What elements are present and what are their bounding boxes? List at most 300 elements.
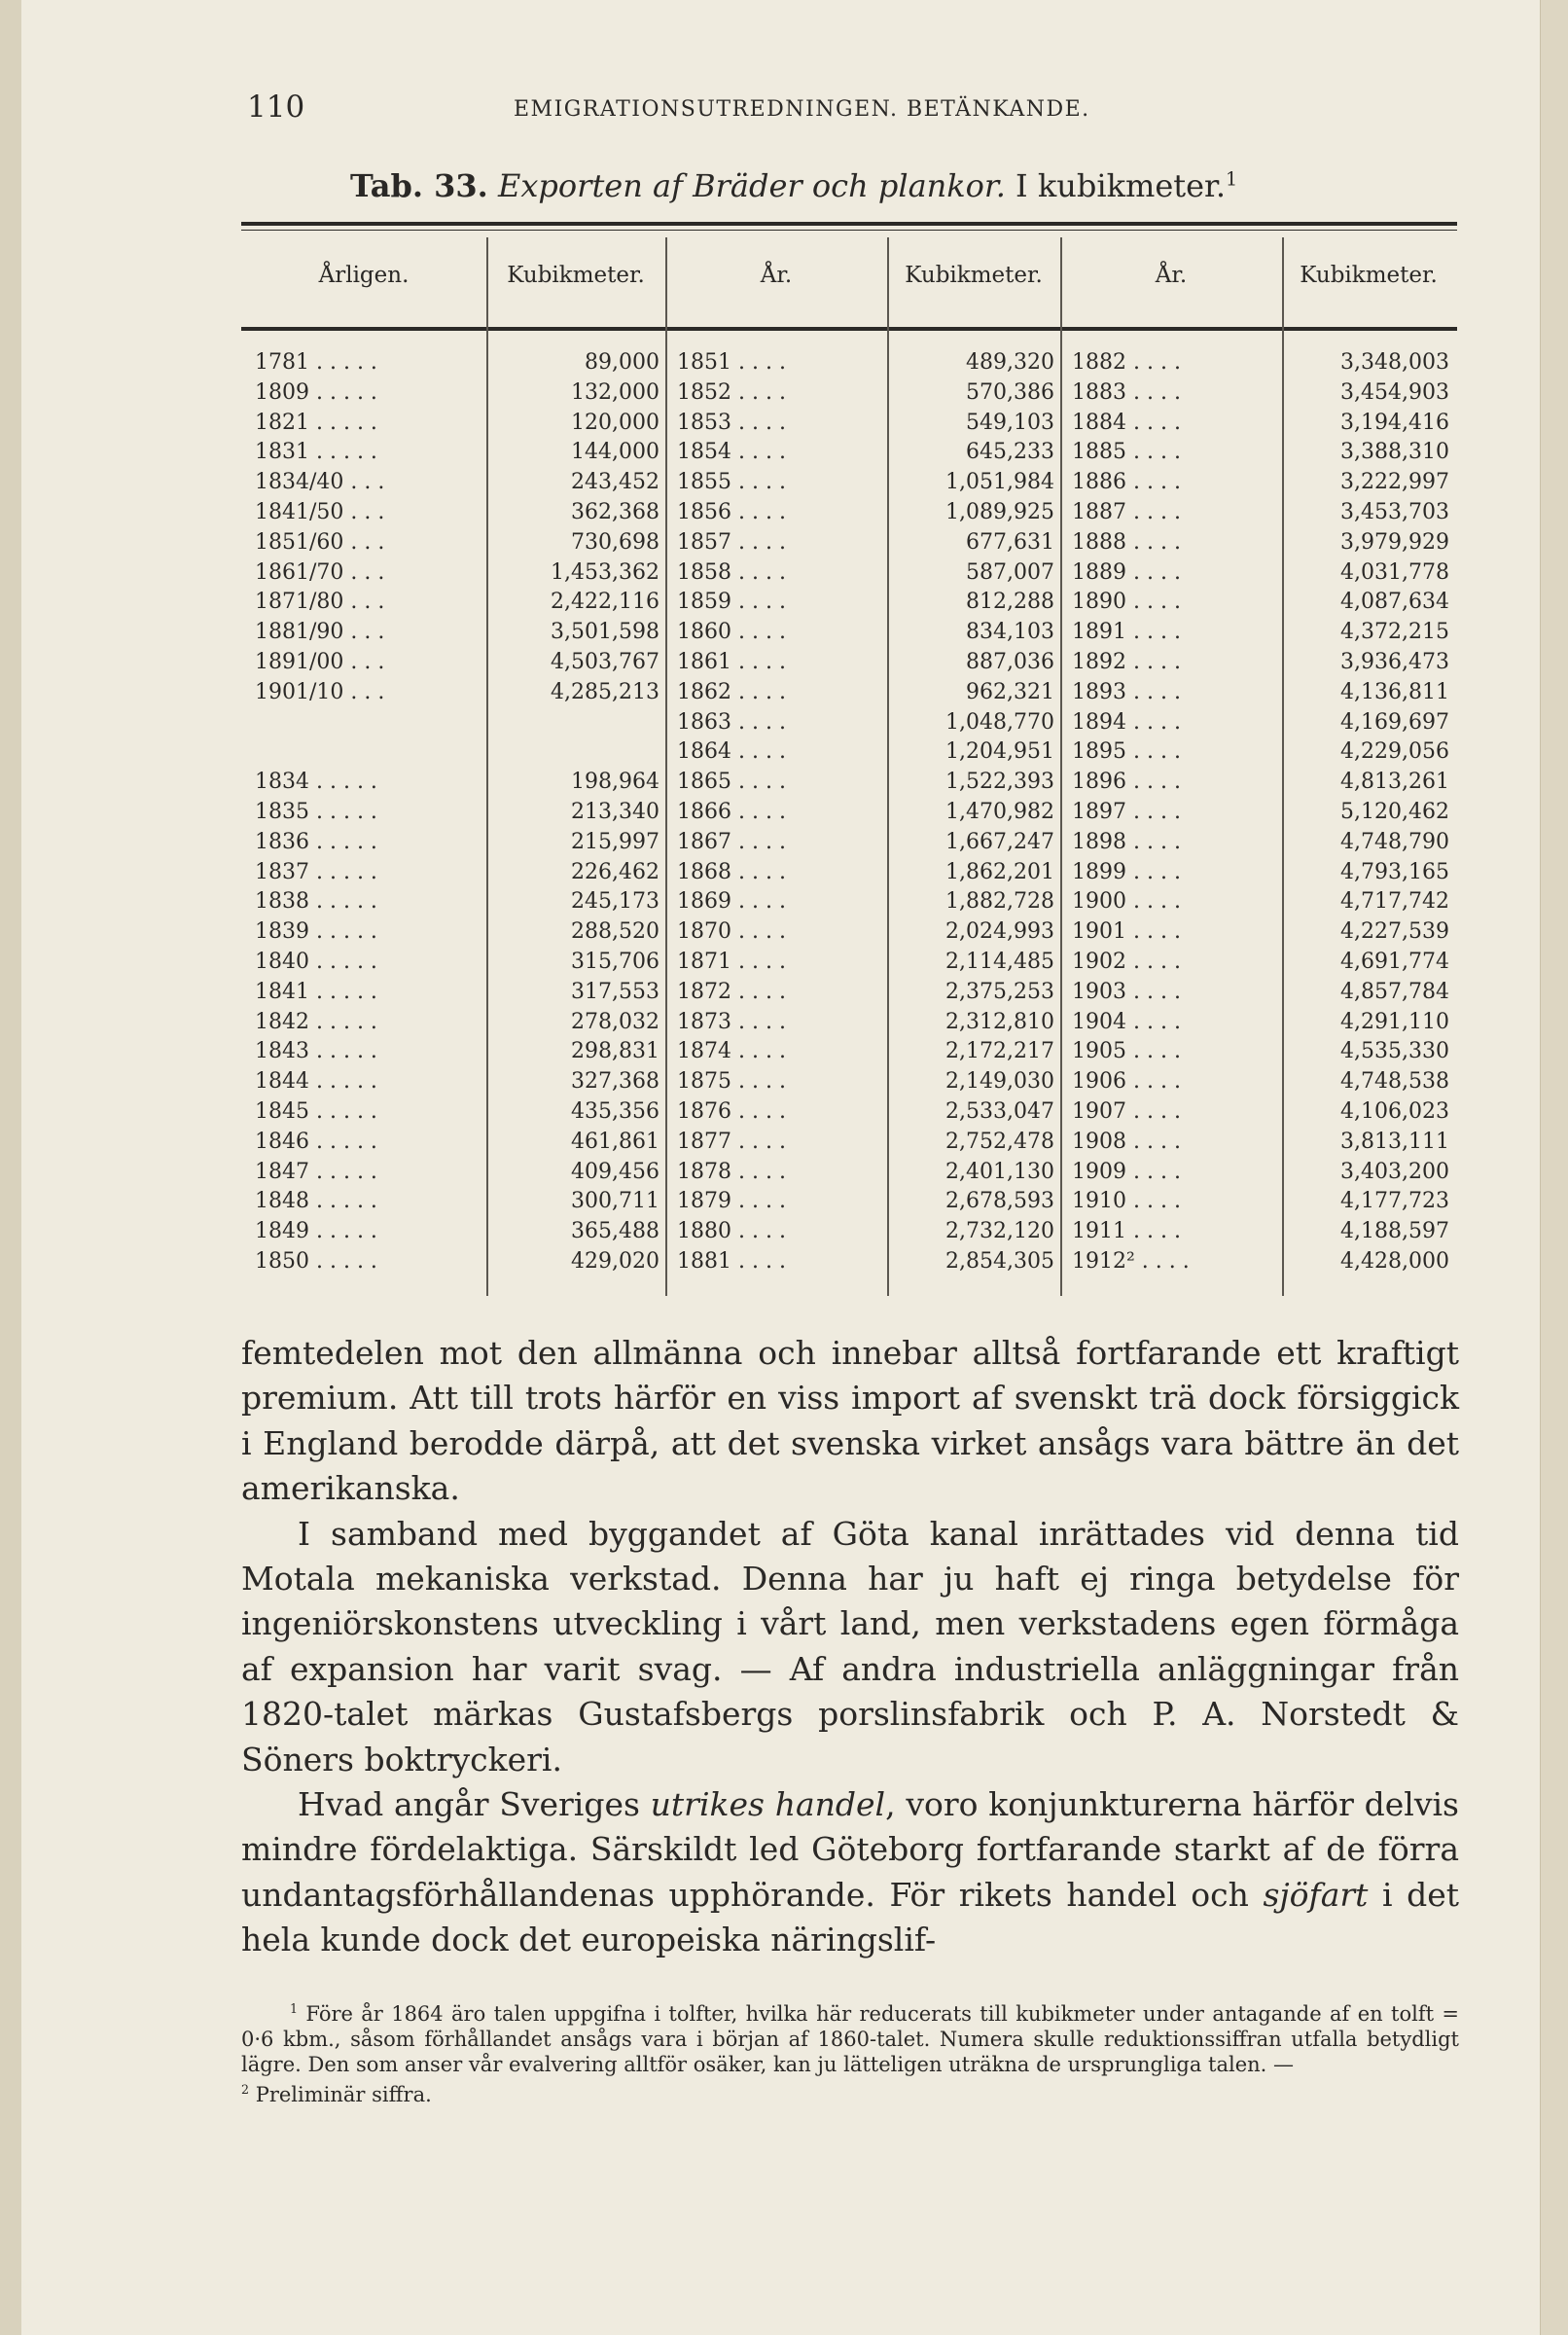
table-row bbox=[677, 680, 1054, 710]
value-cell: 461,861 bbox=[571, 1129, 659, 1154]
table-row bbox=[255, 1099, 659, 1130]
table-row bbox=[255, 440, 659, 470]
value-cell: 3,403,200 bbox=[1340, 1159, 1449, 1184]
footnote-2 bbox=[241, 2077, 1459, 2107]
table-row bbox=[677, 650, 1054, 680]
year-cell: 1850 . . . . . bbox=[255, 1249, 377, 1274]
table-row bbox=[677, 1160, 1054, 1190]
value-cell: 1,051,984 bbox=[945, 470, 1054, 495]
table-row bbox=[1072, 980, 1449, 1010]
table-row bbox=[677, 1219, 1054, 1249]
year-cell: 1872 . . . . bbox=[677, 979, 786, 1004]
value-cell: 2,854,305 bbox=[945, 1249, 1054, 1274]
value-cell: 2,312,810 bbox=[945, 1009, 1054, 1034]
year-cell: 1878 . . . . bbox=[677, 1159, 786, 1184]
table-row bbox=[1072, 889, 1449, 919]
table-row bbox=[255, 980, 659, 1010]
table-note-mark: 1 bbox=[1226, 167, 1238, 191]
year-cell: 1860 . . . . bbox=[677, 620, 786, 645]
value-cell: 4,188,597 bbox=[1340, 1219, 1449, 1244]
value-cell: 4,291,110 bbox=[1340, 1009, 1449, 1034]
year-cell: 1865 . . . . bbox=[677, 770, 786, 795]
value-cell: 4,087,634 bbox=[1340, 590, 1449, 615]
running-head bbox=[241, 90, 1457, 128]
year-cell: 1909 . . . . bbox=[1072, 1159, 1181, 1184]
year-cell: 1848 . . . . . bbox=[255, 1189, 377, 1214]
table-row bbox=[255, 1249, 659, 1279]
year-cell: 1866 . . . . bbox=[677, 800, 786, 824]
year-cell: 1899 . . . . bbox=[1072, 859, 1181, 884]
paragraph-1: femtedelen mot den allmänna och innebar alltså fortfarande ett kraftigt premium. Att till trots härför en viss import af svenskt trä dock försiggick i England berodde därpå, att det svenska virket ansågs vara bättre än det amerikanska. bbox=[241, 1334, 1459, 1508]
table-row bbox=[1072, 919, 1449, 950]
value-cell: 887,036 bbox=[966, 650, 1054, 674]
table-row bbox=[1072, 411, 1449, 441]
value-cell: 4,793,165 bbox=[1340, 859, 1449, 884]
value-cell: 288,520 bbox=[571, 919, 659, 945]
year-cell: 1845 . . . . . bbox=[255, 1099, 377, 1124]
value-cell: 2,533,047 bbox=[945, 1099, 1054, 1124]
value-cell: 4,177,723 bbox=[1340, 1189, 1449, 1214]
year-cell: 1879 . . . . bbox=[677, 1189, 786, 1214]
value-cell: 834,103 bbox=[966, 620, 1054, 645]
table-row bbox=[677, 350, 1054, 380]
table-row bbox=[677, 470, 1054, 500]
table-row bbox=[255, 1010, 659, 1040]
table-row bbox=[255, 1039, 659, 1069]
value-cell: 4,535,330 bbox=[1340, 1039, 1449, 1064]
year-cell: 1836 . . . . . bbox=[255, 829, 377, 854]
table-row bbox=[1072, 1219, 1449, 1249]
table-row bbox=[1072, 800, 1449, 830]
year-cell: 1881 . . . . bbox=[677, 1249, 786, 1274]
table-row bbox=[255, 470, 659, 500]
year-cell: 1894 . . . . bbox=[1072, 709, 1181, 735]
table-name: Exporten af Bräder och plankor. bbox=[497, 167, 1006, 204]
value-cell: 409,456 bbox=[571, 1159, 659, 1184]
table-row bbox=[677, 770, 1054, 800]
value-cell: 278,032 bbox=[571, 1009, 659, 1034]
value-cell: 327,368 bbox=[571, 1069, 659, 1095]
table-row bbox=[255, 830, 659, 860]
year-cell: 1876 . . . . bbox=[677, 1099, 786, 1124]
year-cell: 1875 . . . . bbox=[677, 1069, 786, 1095]
value-cell: 2,375,253 bbox=[945, 979, 1054, 1004]
year-cell: 1849 . . . . . bbox=[255, 1219, 377, 1244]
table-row bbox=[677, 830, 1054, 860]
year-cell: 1852 . . . . bbox=[677, 379, 786, 405]
year-cell: 1880 . . . . bbox=[677, 1219, 786, 1244]
table-row bbox=[255, 1130, 659, 1160]
value-cell: 4,106,023 bbox=[1340, 1099, 1449, 1124]
year-cell: 1903 . . . . bbox=[1072, 979, 1181, 1004]
table-row bbox=[677, 800, 1054, 830]
value-cell: 3,454,903 bbox=[1340, 379, 1449, 405]
value-cell: 226,462 bbox=[571, 859, 659, 884]
body-text bbox=[241, 1331, 1459, 1963]
value-cell: 4,136,811 bbox=[1340, 679, 1449, 704]
year-cell: 1843 . . . . . bbox=[255, 1039, 377, 1064]
footnote-1-mark: 1 bbox=[290, 2001, 299, 2016]
value-cell: 4,813,261 bbox=[1340, 770, 1449, 795]
table-row bbox=[1072, 650, 1449, 680]
value-cell: 587,007 bbox=[966, 559, 1054, 585]
value-cell: 315,706 bbox=[571, 950, 659, 974]
header-kubikmeter-2: Kubikmeter. bbox=[905, 263, 1043, 288]
year-cell: 1835 . . . . . bbox=[255, 800, 377, 824]
value-cell: 2,149,030 bbox=[945, 1069, 1054, 1095]
table-row bbox=[677, 1189, 1054, 1219]
year-cell: 1883 . . . . bbox=[1072, 379, 1181, 405]
year-cell: 1890 . . . . bbox=[1072, 590, 1181, 615]
table-row bbox=[255, 530, 659, 560]
table-unit: I kubikmeter. bbox=[1016, 167, 1226, 204]
year-cell: 1870 . . . . bbox=[677, 919, 786, 945]
year-cell: 1868 . . . . bbox=[677, 859, 786, 884]
year-cell: 1902 . . . . bbox=[1072, 950, 1181, 974]
year-cell: 1858 . . . . bbox=[677, 559, 786, 585]
year-cell: 1809 . . . . . bbox=[255, 379, 377, 405]
year-cell: 1871/80 . . . bbox=[255, 590, 385, 615]
table-row bbox=[1072, 530, 1449, 560]
value-cell: 1,470,982 bbox=[945, 800, 1054, 824]
table-row bbox=[677, 1249, 1054, 1279]
table-row bbox=[1072, 1189, 1449, 1219]
value-cell: 2,732,120 bbox=[945, 1219, 1054, 1244]
table-row bbox=[1072, 380, 1449, 411]
table-row bbox=[255, 620, 659, 650]
table-row bbox=[1072, 710, 1449, 740]
year-cell: 1882 . . . . bbox=[1072, 350, 1181, 375]
table-row bbox=[677, 980, 1054, 1010]
value-cell: 1,089,925 bbox=[945, 500, 1054, 524]
value-cell: 4,717,742 bbox=[1340, 889, 1449, 915]
year-cell: 1859 . . . . bbox=[677, 590, 786, 615]
paragraph-2: I samband med byggandet af Göta kanal inrättades vid denna tid Motala mekaniska verkstad. Denna har ju haft ej ringa betydelse för ingeniörskonstens utveckling i vårt land, men verkstadens egen förmåga af expansion har varit svag. — Af andra industriella anläggningar från 1820-talet märkas Gustafsbergs porslinsfabrik och P. A. Norstedt & Söners boktryckeri. bbox=[241, 1514, 1459, 1778]
value-cell: 365,488 bbox=[571, 1219, 659, 1244]
value-cell: 3,388,310 bbox=[1340, 440, 1449, 465]
table-row bbox=[677, 530, 1054, 560]
export-table bbox=[241, 222, 1457, 1296]
value-cell: 3,501,598 bbox=[551, 620, 659, 645]
footnote-2-mark: 2 bbox=[241, 2082, 250, 2097]
year-cell: 1869 . . . . bbox=[677, 889, 786, 915]
value-cell: 1,453,362 bbox=[551, 559, 659, 585]
year-cell: 1862 . . . . bbox=[677, 679, 786, 704]
table-row bbox=[255, 350, 659, 380]
year-cell: 1841/50 . . . bbox=[255, 500, 385, 524]
table-top-rule bbox=[241, 222, 1457, 226]
table-row bbox=[255, 650, 659, 680]
table-row bbox=[677, 889, 1054, 919]
year-cell: 1846 . . . . . bbox=[255, 1129, 377, 1154]
value-cell: 2,024,993 bbox=[945, 919, 1054, 945]
value-cell: 144,000 bbox=[571, 440, 659, 465]
year-cell: 1834/40 . . . bbox=[255, 470, 385, 495]
table-row bbox=[677, 1130, 1054, 1160]
value-cell: 3,222,997 bbox=[1340, 470, 1449, 495]
table-row bbox=[255, 800, 659, 830]
year-cell: 1893 . . . . bbox=[1072, 679, 1181, 704]
year-cell: 1854 . . . . bbox=[677, 440, 786, 465]
table-row bbox=[677, 411, 1054, 441]
year-cell: 1863 . . . . bbox=[677, 709, 786, 735]
table-top-rule-thin bbox=[241, 230, 1457, 231]
value-cell: 4,748,790 bbox=[1340, 829, 1449, 854]
year-cell: 1840 . . . . . bbox=[255, 950, 377, 974]
year-cell: 1838 . . . . . bbox=[255, 889, 377, 915]
column-divider bbox=[665, 237, 667, 1296]
table-row bbox=[1072, 770, 1449, 800]
value-cell: 298,831 bbox=[571, 1039, 659, 1064]
table-row bbox=[677, 860, 1054, 890]
table-row bbox=[677, 440, 1054, 470]
header-kubikmeter-3: Kubikmeter. bbox=[1300, 263, 1438, 288]
year-cell: 1898 . . . . bbox=[1072, 829, 1181, 854]
table-title bbox=[350, 167, 1237, 204]
year-cell: 1855 . . . . bbox=[677, 470, 786, 495]
value-cell: 132,000 bbox=[571, 379, 659, 405]
table-row bbox=[1072, 950, 1449, 980]
year-cell: 1837 . . . . . bbox=[255, 859, 377, 884]
paragraph-3-text-c: i det hela kunde dock det europeiska näringslif- bbox=[241, 1875, 1459, 1959]
value-cell: 243,452 bbox=[571, 470, 659, 495]
table-row bbox=[1072, 1069, 1449, 1099]
table-row bbox=[677, 590, 1054, 620]
value-cell: 89,000 bbox=[585, 350, 659, 375]
value-cell: 4,031,778 bbox=[1340, 559, 1449, 585]
value-cell: 4,372,215 bbox=[1340, 620, 1449, 645]
year-cell: 1844 . . . . . bbox=[255, 1069, 377, 1095]
table-row bbox=[255, 919, 659, 950]
value-cell: 549,103 bbox=[966, 410, 1054, 435]
year-cell: 1891/00 . . . bbox=[255, 650, 385, 674]
value-cell: 317,553 bbox=[571, 979, 659, 1004]
table-row bbox=[1072, 1010, 1449, 1040]
year-cell: 1892 . . . . bbox=[1072, 650, 1181, 674]
table-header-rule bbox=[241, 327, 1457, 331]
table-row bbox=[1072, 560, 1449, 591]
value-cell: 2,172,217 bbox=[945, 1039, 1054, 1064]
year-cell: 1856 . . . . bbox=[677, 500, 786, 524]
table-row bbox=[1072, 1099, 1449, 1130]
year-cell: 1873 . . . . bbox=[677, 1009, 786, 1034]
footnote-1 bbox=[241, 1996, 1459, 2077]
year-cell: 1841 . . . . . bbox=[255, 979, 377, 1004]
value-cell: 198,964 bbox=[571, 770, 659, 795]
year-cell: 1911 . . . . bbox=[1072, 1219, 1181, 1244]
page-binding-edge bbox=[0, 0, 21, 2335]
value-cell: 1,048,770 bbox=[945, 709, 1054, 735]
paragraph-3-text-a: Hvad angår Sveriges bbox=[298, 1785, 651, 1824]
header-kubikmeter-1: Kubikmeter. bbox=[507, 263, 645, 288]
table-row bbox=[677, 380, 1054, 411]
value-cell: 3,348,003 bbox=[1340, 350, 1449, 375]
value-cell: 3,979,929 bbox=[1340, 529, 1449, 555]
table-row bbox=[1072, 620, 1449, 650]
table-row bbox=[1072, 680, 1449, 710]
table-row bbox=[255, 1189, 659, 1219]
table-row bbox=[677, 1069, 1054, 1099]
value-cell: 5,120,462 bbox=[1340, 800, 1449, 824]
value-cell: 215,997 bbox=[571, 829, 659, 854]
year-cell: 1889 . . . . bbox=[1072, 559, 1181, 585]
table-row bbox=[1072, 739, 1449, 770]
value-cell: 812,288 bbox=[966, 590, 1054, 615]
table-row bbox=[255, 860, 659, 890]
value-cell: 4,229,056 bbox=[1340, 739, 1449, 765]
year-cell: 1839 . . . . . bbox=[255, 919, 377, 945]
paragraph-3-text-b: , voro konjunkturerna härför delvis mindre fördelaktiga. Särskildt led Göteborg fortfarande starkt af de förra undantagsförhållandenas upphörande. För rikets handel och bbox=[241, 1785, 1459, 1914]
year-cell: 1867 . . . . bbox=[677, 829, 786, 854]
value-cell: 677,631 bbox=[966, 529, 1054, 555]
value-cell: 4,503,767 bbox=[551, 650, 659, 674]
footnote-2-text: Preliminär siffra. bbox=[255, 2083, 432, 2106]
value-cell: 4,857,784 bbox=[1340, 979, 1449, 1004]
table-row bbox=[1072, 830, 1449, 860]
table-row bbox=[1072, 860, 1449, 890]
table-row bbox=[1072, 1130, 1449, 1160]
year-cell: 1910 . . . . bbox=[1072, 1189, 1181, 1214]
table-row bbox=[677, 919, 1054, 950]
value-cell: 4,169,697 bbox=[1340, 709, 1449, 735]
table-row bbox=[677, 739, 1054, 770]
year-cell: 1896 . . . . bbox=[1072, 770, 1181, 795]
year-cell: 1834 . . . . . bbox=[255, 770, 377, 795]
year-cell: 1851 . . . . bbox=[677, 350, 786, 375]
table-row bbox=[255, 560, 659, 591]
value-cell: 300,711 bbox=[571, 1189, 659, 1214]
year-cell: 1874 . . . . bbox=[677, 1039, 786, 1064]
table-row bbox=[677, 950, 1054, 980]
value-cell: 435,356 bbox=[571, 1099, 659, 1124]
value-cell: 2,752,478 bbox=[945, 1129, 1054, 1154]
value-cell: 120,000 bbox=[571, 410, 659, 435]
value-cell: 645,233 bbox=[966, 440, 1054, 465]
table-row bbox=[1072, 590, 1449, 620]
table-row bbox=[1072, 1160, 1449, 1190]
year-cell: 1853 . . . . bbox=[677, 410, 786, 435]
value-cell: 2,114,485 bbox=[945, 950, 1054, 974]
table-row bbox=[255, 770, 659, 800]
value-cell: 570,386 bbox=[966, 379, 1054, 405]
year-cell: 1901 . . . . bbox=[1072, 919, 1181, 945]
paragraph-3-emphasis-2: sjöfart bbox=[1263, 1875, 1369, 1914]
year-cell: 1900 . . . . bbox=[1072, 889, 1181, 915]
table-row bbox=[1072, 470, 1449, 500]
table-row bbox=[1072, 1249, 1449, 1279]
footnotes bbox=[241, 1996, 1459, 2107]
header-ar-2: År. bbox=[760, 263, 793, 288]
year-cell: 1851/60 . . . bbox=[255, 529, 385, 555]
value-cell: 1,204,951 bbox=[945, 739, 1054, 765]
value-cell: 2,678,593 bbox=[945, 1189, 1054, 1214]
year-cell: 1877 . . . . bbox=[677, 1129, 786, 1154]
value-cell: 213,340 bbox=[571, 800, 659, 824]
year-cell: 1904 . . . . bbox=[1072, 1009, 1181, 1034]
table-row bbox=[255, 950, 659, 980]
table-row bbox=[677, 500, 1054, 530]
table-row bbox=[1072, 350, 1449, 380]
value-cell: 1,862,201 bbox=[945, 859, 1054, 884]
table-number: Tab. 33. bbox=[350, 167, 488, 204]
year-cell: 1897 . . . . bbox=[1072, 800, 1181, 824]
year-cell: 1887 . . . . bbox=[1072, 500, 1181, 524]
value-cell: 4,428,000 bbox=[1340, 1249, 1449, 1274]
value-cell: 3,813,111 bbox=[1340, 1129, 1449, 1154]
year-cell: 1861 . . . . bbox=[677, 650, 786, 674]
table-row bbox=[1072, 500, 1449, 530]
column-divider bbox=[1060, 237, 1062, 1296]
table-row bbox=[677, 1099, 1054, 1130]
value-cell: 4,285,213 bbox=[551, 679, 659, 704]
year-cell: 1842 . . . . . bbox=[255, 1009, 377, 1034]
table-row bbox=[677, 1010, 1054, 1040]
header-arligen: Årligen. bbox=[318, 263, 410, 288]
year-cell: 1907 . . . . bbox=[1072, 1099, 1181, 1124]
value-cell: 3,936,473 bbox=[1340, 650, 1449, 674]
table-row bbox=[255, 1160, 659, 1190]
value-cell: 489,320 bbox=[966, 350, 1054, 375]
table-row bbox=[677, 560, 1054, 591]
table-row bbox=[255, 680, 659, 710]
value-cell: 4,748,538 bbox=[1340, 1069, 1449, 1095]
year-cell: 1881/90 . . . bbox=[255, 620, 385, 645]
year-cell: 1891 . . . . bbox=[1072, 620, 1181, 645]
value-cell: 362,368 bbox=[571, 500, 659, 524]
year-cell: 1901/10 . . . bbox=[255, 679, 385, 704]
page-fore-edge bbox=[1540, 0, 1568, 2335]
paragraph-3-emphasis-1: utrikes handel bbox=[650, 1785, 886, 1824]
table-row bbox=[255, 500, 659, 530]
table-row bbox=[255, 380, 659, 411]
year-cell: 1912² . . . . bbox=[1072, 1249, 1190, 1274]
year-cell: 1906 . . . . bbox=[1072, 1069, 1181, 1095]
value-cell: 1,667,247 bbox=[945, 829, 1054, 854]
value-cell: 429,020 bbox=[571, 1249, 659, 1274]
header-ar-3: År. bbox=[1155, 263, 1188, 288]
footnote-1-text: Före år 1864 äro talen uppgifna i tolfter, hvilka här reducerats till kubikmeter under antagande af en tolft = 0·6 kbm., såsom förhållandet ansågs vara i början af 1860-talet. Numera skulle reduktionssiffran utfalla betydligt lägre. Den som anser vår evalvering alltför osäker, kan ju lätteligen uträkna de ursprungliga talen. — bbox=[241, 2002, 1459, 2076]
table-row bbox=[677, 620, 1054, 650]
value-cell: 730,698 bbox=[571, 529, 659, 555]
value-cell: 1,882,728 bbox=[945, 889, 1054, 915]
table-row bbox=[677, 710, 1054, 740]
table-row bbox=[255, 411, 659, 441]
year-cell: 1895 . . . . bbox=[1072, 739, 1181, 765]
table-row bbox=[255, 889, 659, 919]
value-cell: 2,422,116 bbox=[551, 590, 659, 615]
value-cell: 4,227,539 bbox=[1340, 919, 1449, 945]
year-cell: 1781 . . . . . bbox=[255, 350, 377, 375]
running-title: EMIGRATIONSUTREDNINGEN. BETÄNKANDE. bbox=[514, 97, 1090, 122]
year-cell: 1886 . . . . bbox=[1072, 470, 1181, 495]
year-cell: 1864 . . . . bbox=[677, 739, 786, 765]
year-cell: 1888 . . . . bbox=[1072, 529, 1181, 555]
year-cell: 1857 . . . . bbox=[677, 529, 786, 555]
paragraph-3 bbox=[241, 1782, 1459, 1963]
year-cell: 1885 . . . . bbox=[1072, 440, 1181, 465]
year-cell: 1905 . . . . bbox=[1072, 1039, 1181, 1064]
year-cell: 1821 . . . . . bbox=[255, 410, 377, 435]
table-row bbox=[1072, 1039, 1449, 1069]
value-cell: 245,173 bbox=[571, 889, 659, 915]
value-cell: 2,401,130 bbox=[945, 1159, 1054, 1184]
year-cell: 1908 . . . . bbox=[1072, 1129, 1181, 1154]
table-row bbox=[255, 1219, 659, 1249]
table-row bbox=[677, 1039, 1054, 1069]
year-cell: 1847 . . . . . bbox=[255, 1159, 377, 1184]
table-row bbox=[255, 1069, 659, 1099]
year-cell: 1831 . . . . . bbox=[255, 440, 377, 465]
